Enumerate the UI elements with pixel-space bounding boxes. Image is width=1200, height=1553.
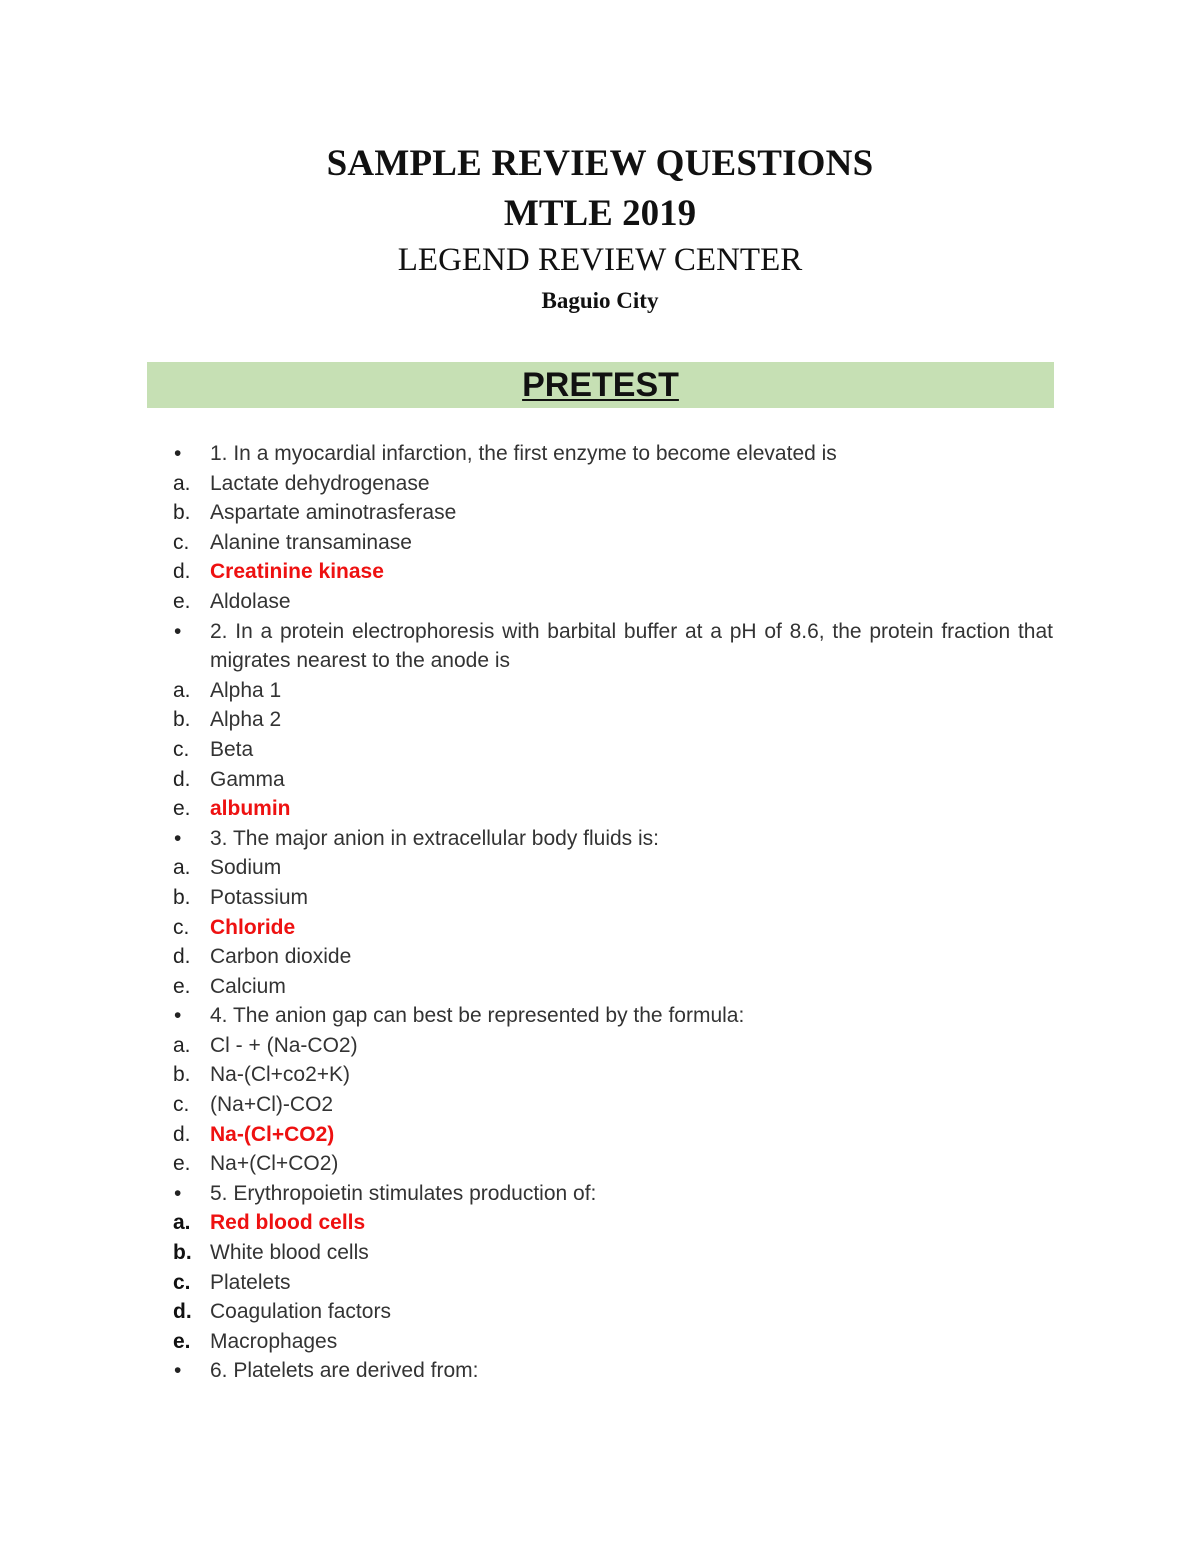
choice-letter: e.	[173, 797, 191, 821]
answer-choice	[0, 1268, 1200, 1298]
choice-letter: b.	[173, 1063, 191, 1087]
answer-choice-correct	[0, 557, 1200, 587]
choice-text: Aspartate aminotrasferase	[210, 501, 457, 525]
choice-text: Na-(Cl+CO2)	[210, 1122, 335, 1146]
answer-choice-correct	[0, 1120, 1200, 1150]
choice-text: Calcium	[210, 974, 286, 998]
choice-letter: c.	[173, 915, 190, 939]
choice-text: Chloride	[210, 915, 296, 939]
answer-choice	[0, 676, 1200, 706]
choice-letter: d.	[173, 1122, 191, 1146]
bullet-marker: •	[174, 1181, 182, 1205]
answer-choice	[0, 528, 1200, 558]
choice-letter: d.	[173, 560, 191, 584]
question-item	[0, 1356, 1200, 1386]
question-item	[0, 617, 1200, 676]
answer-choice	[0, 942, 1200, 972]
question-text: 3. The major anion in extracellular body fluids is:	[210, 826, 660, 850]
answer-choice	[0, 498, 1200, 528]
choice-text: Alanine transaminase	[210, 530, 412, 554]
answer-choice	[0, 469, 1200, 499]
city-name: Baguio City	[541, 288, 659, 313]
choice-letter: b.	[173, 885, 191, 909]
choice-text: White blood cells	[210, 1241, 369, 1265]
bullet-marker: •	[174, 1004, 182, 1028]
bullet-marker: •	[174, 442, 182, 465]
choice-text: Na+(Cl+CO2)	[210, 1152, 339, 1176]
answer-choice	[0, 587, 1200, 617]
choice-letter: b.	[173, 1241, 192, 1265]
choice-letter: a.	[173, 1033, 191, 1057]
choice-letter: c.	[173, 1270, 191, 1294]
choice-text: Alpha 1	[210, 678, 282, 702]
choice-text: (Na+Cl)-CO2	[210, 1093, 334, 1117]
choice-text: Creatinine kinase	[210, 560, 384, 584]
choice-text: Red blood cells	[210, 1211, 366, 1235]
document-title: SAMPLE REVIEW QUESTIONS	[326, 143, 874, 184]
answer-choice	[0, 1090, 1200, 1120]
question-item	[0, 439, 1200, 469]
choice-letter: d.	[173, 767, 191, 791]
choice-text: Coagulation factors	[210, 1300, 391, 1324]
question-text: 1. In a myocardial infarction, the first enzyme to become elevated is	[210, 442, 837, 465]
question-item	[0, 1179, 1200, 1209]
choice-letter: a.	[173, 678, 191, 702]
choice-letter: e.	[173, 589, 191, 613]
answer-choice	[0, 765, 1200, 795]
question-item	[0, 824, 1200, 854]
answer-choice	[0, 883, 1200, 913]
choice-text: Na-(Cl+co2+K)	[210, 1063, 351, 1087]
choice-text: Alpha 2	[210, 708, 282, 732]
choice-text: Sodium	[210, 856, 282, 880]
choice-letter: c.	[173, 1093, 190, 1117]
answer-choice-correct	[0, 794, 1200, 824]
review-center-name: LEGEND REVIEW CENTER	[397, 242, 803, 278]
answer-choice	[0, 972, 1200, 1002]
bullet-marker: •	[174, 619, 182, 643]
question-text: 6. Platelets are derived from:	[210, 1359, 479, 1383]
choice-text: Beta	[210, 737, 254, 761]
choice-text: Carbon dioxide	[210, 945, 352, 969]
choice-letter: b.	[173, 501, 191, 525]
question-text: 4. The anion gap can best be represented by the formula:	[210, 1004, 745, 1028]
choice-text: Aldolase	[210, 589, 291, 613]
choice-letter: e.	[173, 974, 191, 998]
choice-letter: e.	[173, 1152, 191, 1176]
answer-choice-correct	[0, 1208, 1200, 1238]
choice-letter: c.	[173, 530, 190, 554]
choice-letter: a.	[173, 471, 191, 495]
answer-choice	[0, 1149, 1200, 1179]
choice-text: Lactate dehydrogenase	[210, 471, 430, 495]
question-text: 2. In a protein electrophoresis with barbital buffer at a pH of 8.6, the protein fraction that migrates nearest to the anode is	[210, 619, 1053, 673]
answer-choice	[0, 705, 1200, 735]
choice-text: Gamma	[210, 767, 285, 791]
choice-letter: d.	[173, 945, 191, 969]
answer-choice	[0, 1297, 1200, 1327]
question-text: 5. Erythropoietin stimulates production of:	[210, 1181, 597, 1205]
answer-choice	[0, 735, 1200, 765]
choice-letter: c.	[173, 737, 190, 761]
answer-choice	[0, 1060, 1200, 1090]
choice-text: Cl - + (Na-CO2)	[210, 1033, 358, 1057]
bullet-marker: •	[174, 826, 182, 850]
answer-choice	[0, 1238, 1200, 1268]
choice-letter: e.	[173, 1329, 191, 1353]
section-banner: PRETEST	[147, 362, 1054, 408]
answer-choice	[0, 1327, 1200, 1357]
answer-choice	[0, 1031, 1200, 1061]
question-item	[0, 1001, 1200, 1031]
answer-choice	[0, 853, 1200, 883]
exam-title: MTLE 2019	[503, 193, 697, 234]
choice-text: Macrophages	[210, 1329, 338, 1353]
choice-letter: d.	[173, 1300, 192, 1324]
choice-letter: a.	[173, 1211, 191, 1235]
choice-text: albumin	[210, 797, 291, 821]
bullet-marker: •	[174, 1359, 182, 1383]
choice-text: Potassium	[210, 885, 309, 909]
choice-text: Platelets	[210, 1270, 291, 1294]
choice-letter: b.	[173, 708, 191, 732]
question-list	[0, 439, 1200, 1386]
choice-letter: a.	[173, 856, 191, 880]
answer-choice-correct	[0, 913, 1200, 943]
